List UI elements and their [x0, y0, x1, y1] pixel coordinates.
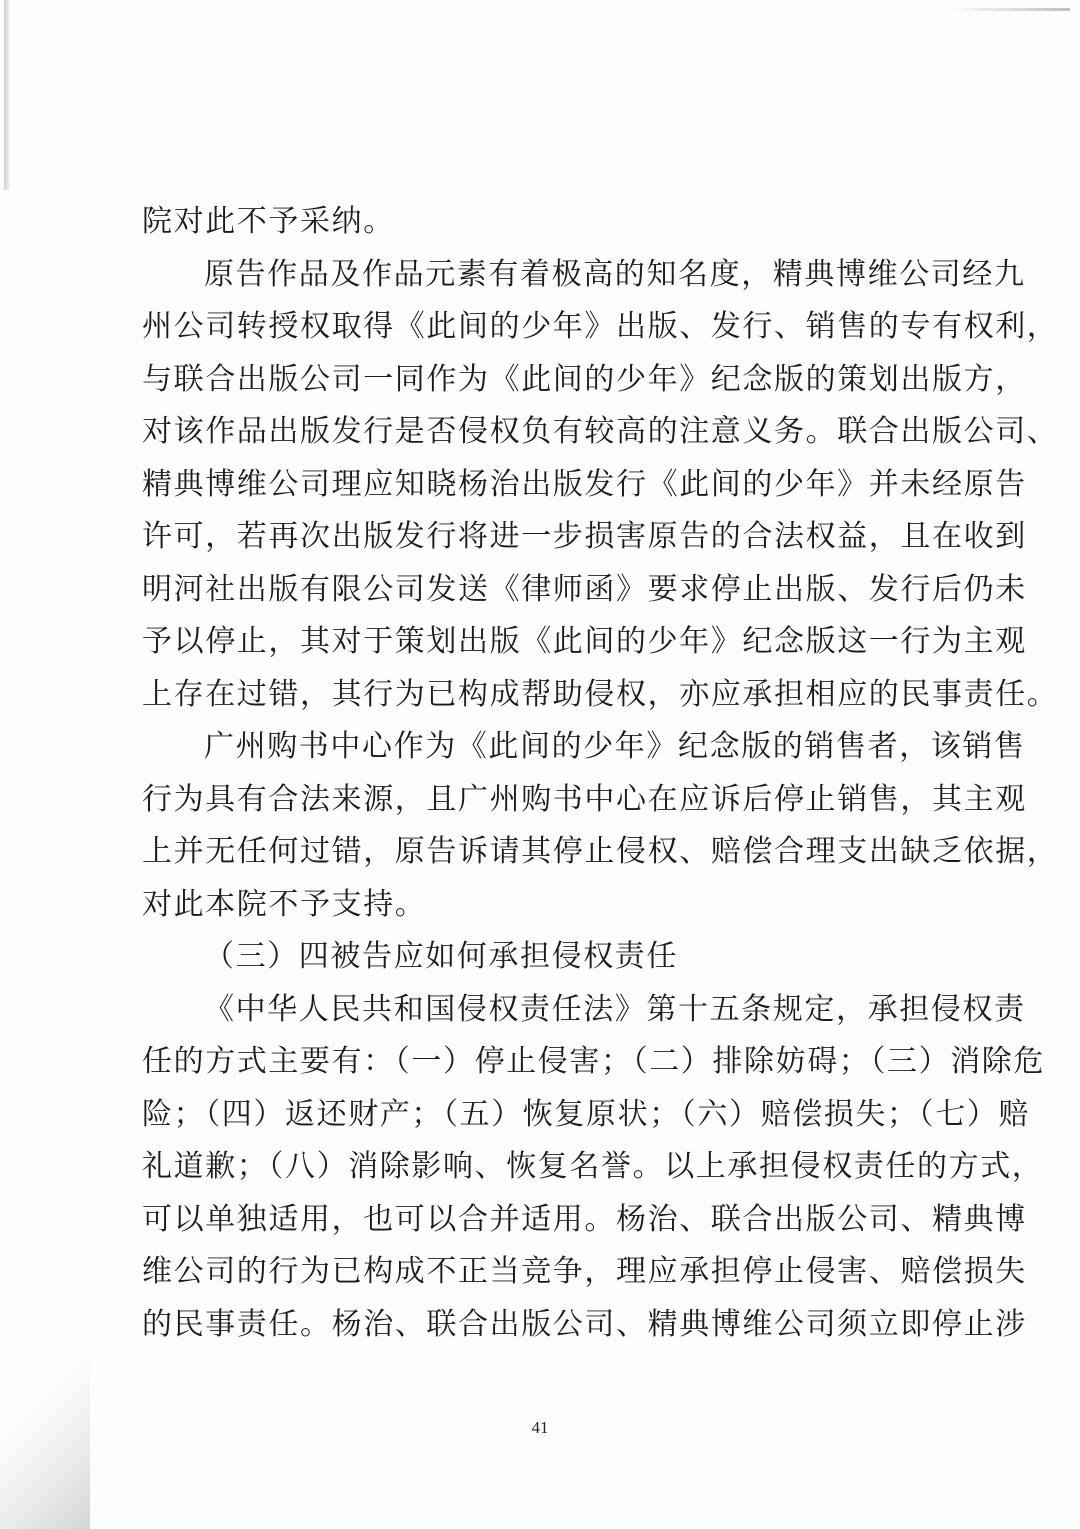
text-line: 与联合出版公司一同作为《此间的少年》纪念版的策划出版方，	[142, 361, 1027, 397]
text-line: 礼道歉；（八）消除影响、恢复名誉。以上承担侵权责任的方式，	[142, 1149, 1044, 1184]
text-line: 州公司转授权取得《此间的少年》出版、发行、销售的专有权利，	[142, 309, 1059, 344]
text-line: 予以停止，其对于策划出版《此间的少年》纪念版这一行为主观	[142, 624, 1027, 659]
text-line: 明河社出版有限公司发送《律师函》要求停止出版、发行后仍未	[142, 571, 1027, 607]
text-line: 任的方式主要有：（一）停止侵害；（二）排除妨碍；（三）消除危	[142, 1044, 1045, 1079]
scan-corner-shadow	[0, 1349, 90, 1529]
text-line: 上存在过错，其行为已构成帮助侵权，亦应承担相应的民事责任。	[142, 676, 1059, 712]
text-line: 上并无任何过错，原告诉请其停止侵权、赔偿合理支出缺乏依据，	[142, 834, 1059, 869]
text-line: 行为具有合法来源，且广州购书中心在应诉后停止销售，其主观	[142, 781, 1027, 817]
page-number: 41	[531, 1418, 549, 1437]
text-line: 许可，若再次出版发行将进一步损害原告的合法权益，且在收到	[142, 519, 1027, 554]
text-line: 维公司的行为已构成不正当竞争，理应承担停止侵害、赔偿损失	[142, 1254, 1027, 1289]
text-line: 对该作品出版发行是否侵权负有较高的注意义务。联合出版公司、	[142, 414, 1059, 449]
text-line: 原告作品及作品元素有着极高的知名度，精典博维公司经九	[204, 256, 1026, 292]
text-line: 院对此不予采纳。	[142, 204, 395, 239]
text-line: 对此本院不予支持。	[142, 886, 427, 922]
scan-top-mark	[950, 8, 1070, 11]
section-heading: （三）四被告应如何承担侵权责任	[204, 939, 678, 974]
text-line: 的民事责任。杨治、联合出版公司、精典博维公司须立即停止涉	[142, 1306, 1027, 1342]
document-body	[142, 196, 1059, 1351]
text-line: 险；（四）返还财产；（五）恢复原状；（六）赔偿损失；（七）赔	[142, 1096, 1030, 1132]
text-line: 精典博维公司理应知晓杨治出版发行《此间的少年》并未经原告	[142, 466, 1027, 502]
text-line: 广州购书中心作为《此间的少年》纪念版的销售者，该销售	[204, 729, 1026, 764]
text-line: 《中华人民共和国侵权责任法》第十五条规定，承担侵权责	[204, 991, 1026, 1027]
scan-edge-shadow	[4, 0, 10, 190]
text-line: 可以单独适用，也可以合并适用。杨治、联合出版公司、精典博	[142, 1201, 1027, 1237]
